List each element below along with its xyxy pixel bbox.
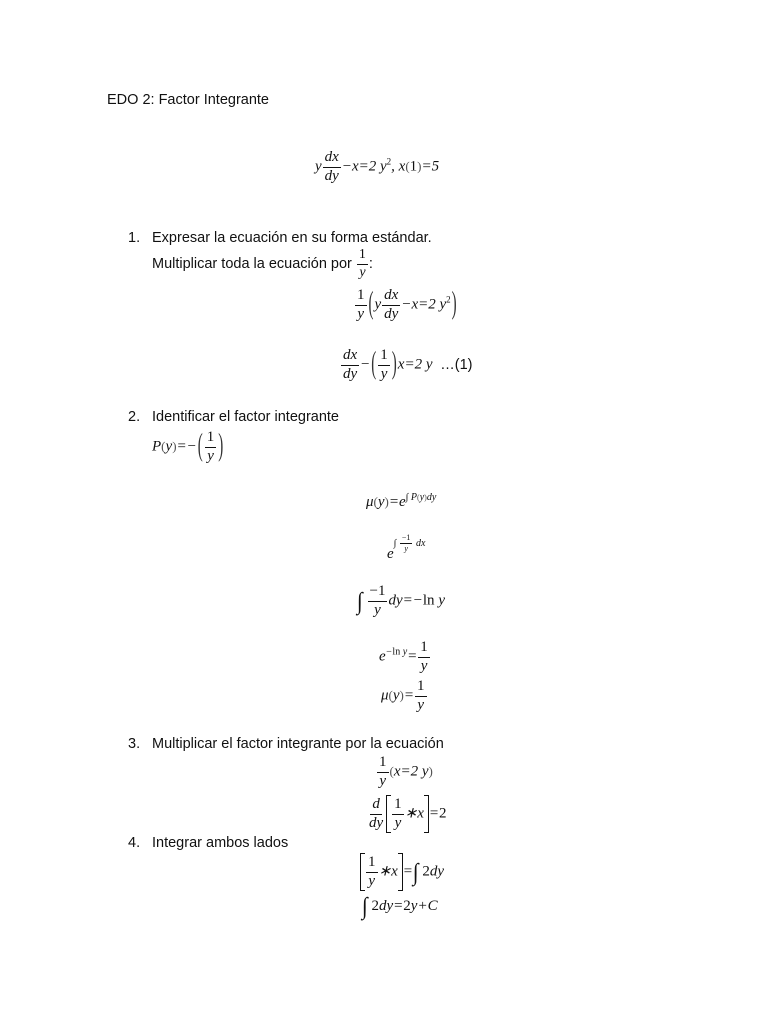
step-4-eq-b: ∫ 2dy=2y+C <box>362 892 438 920</box>
step-2-eq-exp: $e^{-ln y}=$ $\frac{1}{y}$ <box>379 639 428 674</box>
step-2-eq-int: ∫ $\frac{-1}{y}$ dy=−ln y <box>357 583 445 618</box>
step-2-eq-result: μ(y)= $\frac{1}{y}$ <box>381 678 425 713</box>
page-title: EDO 2: Factor Integrante <box>107 92 269 108</box>
step-3-eq-b: $\frac{d}{dy}$ $\frac{1}{y}$ ∗x =2 <box>366 795 447 833</box>
step-3-eq-a: $\frac{1}{y}$ (x=2 y) <box>379 754 433 789</box>
step-3-title: Multiplicar el factor integrante por la ecuación <box>152 736 444 752</box>
step-4-eq-a: $\frac{1}{y}$ ∗x =∫ 2dy <box>360 853 444 891</box>
step-2-number: 2. <box>128 409 141 425</box>
step-1-eq-b: $\frac{dx}{dy}$ −( $\frac{1}{y}$ )x=2 y …(1) <box>343 347 473 382</box>
step-4-title: Integrar ambos lados <box>152 835 289 851</box>
main-equation: y $\frac{dx}{dy}$ −x=2 $y^2$, x(1)=5 <box>315 149 440 184</box>
step-2-eq-p: P(y)=−( $\frac{1}{y}$ ) <box>152 429 224 464</box>
equation-label: …(1) <box>440 356 473 373</box>
step-1-title: Expresar la ecuación en su forma estándar. <box>152 230 432 246</box>
step-2-eq-mu: $\mu(y)=e^{\int P(y)dy}$ <box>366 492 437 510</box>
step-2-eq-e: e∫ $\frac{-1}{y}$ dx <box>387 533 426 563</box>
step-3-number: 3. <box>128 736 141 752</box>
step-1-number: 1. <box>128 230 141 246</box>
step-1-subtitle: Multiplicar toda la ecuación por $\frac{1}{y}$ : <box>152 247 373 280</box>
step-4-number: 4. <box>128 835 141 851</box>
step-1-eq-a: $\frac{1}{y}$ (y $\frac{dx}{dy}$ −x=2 $y^2$) <box>357 287 457 322</box>
step-2-title: Identificar el factor integrante <box>152 409 339 425</box>
